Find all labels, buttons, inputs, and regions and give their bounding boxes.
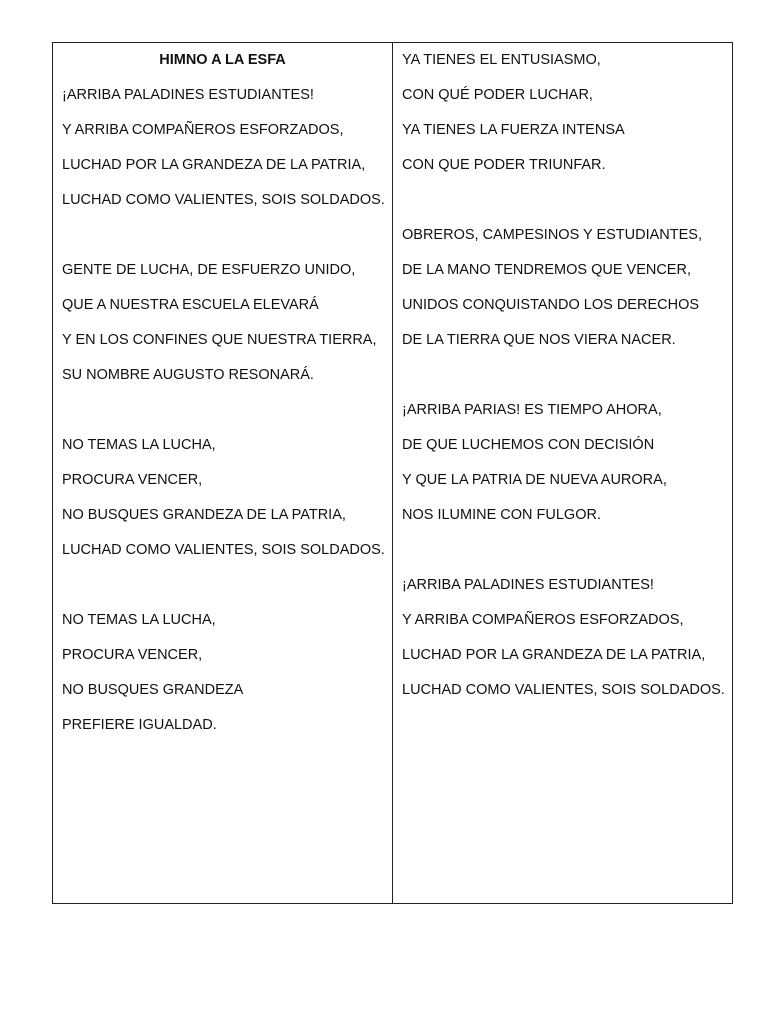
stanza-gap (402, 366, 732, 401)
verse-line: CON QUÉ PODER LUCHAR, (402, 87, 593, 103)
verse-line: GENTE DE LUCHA, DE ESFUERZO UNIDO, (62, 262, 356, 278)
verse-line: DE LA TIERRA QUE NOS VIERA NACER. (402, 332, 676, 348)
verse-line: DE QUE LUCHEMOS CON DECISIÓN (402, 437, 655, 453)
verse-line: LUCHAD COMO VALIENTES, SOIS SOLDADOS. (402, 682, 725, 698)
verse-line: SU NOMBRE AUGUSTO RESONARÁ. (62, 367, 314, 383)
verse-line: LUCHAD COMO VALIENTES, SOIS SOLDADOS. (62, 192, 385, 208)
verse-line: Y QUE LA PATRIA DE NUEVA AURORA, (402, 472, 667, 488)
verse-line: NO BUSQUES GRANDEZA DE LA PATRIA, (62, 507, 346, 523)
hymn-title: HIMNO A LA ESFA (159, 52, 286, 68)
verse-line: NOS ILUMINE CON FULGOR. (402, 507, 601, 523)
verse-line: NO TEMAS LA LUCHA, (62, 437, 216, 453)
verse-line: NO BUSQUES GRANDEZA (62, 682, 244, 698)
verse-line: ¡ARRIBA PARIAS! ES TIEMPO AHORA, (402, 402, 662, 418)
stanza-gap (62, 226, 392, 261)
verse-line: LUCHAD POR LA GRANDEZA DE LA PATRIA, (62, 157, 366, 173)
stanza-gap (62, 401, 392, 436)
verse-line: PROCURA VENCER, (62, 472, 203, 488)
hymn-table (52, 42, 733, 904)
verse-line: YA TIENES EL ENTUSIASMO, (402, 52, 601, 68)
stanza-gap (62, 576, 392, 611)
verse-line: DE LA MANO TENDREMOS QUE VENCER, (402, 262, 691, 278)
verse-line: ¡ARRIBA PALADINES ESTUDIANTES! (402, 577, 654, 593)
verse-line: OBREROS, CAMPESINOS Y ESTUDIANTES, (402, 227, 703, 243)
verse-line: NO TEMAS LA LUCHA, (62, 612, 216, 628)
left-column (53, 43, 393, 903)
verse-line: LUCHAD COMO VALIENTES, SOIS SOLDADOS. (62, 542, 385, 558)
verse-line: UNIDOS CONQUISTANDO LOS DERECHOS (402, 297, 700, 313)
stanza-gap (402, 541, 732, 576)
verse-line: Y EN LOS CONFINES QUE NUESTRA TIERRA, (62, 332, 377, 348)
verse-line: PROCURA VENCER, (62, 647, 203, 663)
verse-line: CON QUE PODER TRIUNFAR. (402, 157, 606, 173)
verse-line: LUCHAD POR LA GRANDEZA DE LA PATRIA, (402, 647, 706, 663)
right-column (393, 43, 732, 903)
verse-line: YA TIENES LA FUERZA INTENSA (402, 122, 625, 138)
stanza-gap (402, 191, 732, 226)
verse-line: ¡ARRIBA PALADINES ESTUDIANTES! (62, 87, 314, 103)
verse-line: Y ARRIBA COMPAÑEROS ESFORZADOS, (402, 612, 684, 628)
verse-line: QUE A NUESTRA ESCUELA ELEVARÁ (62, 297, 319, 313)
verse-line: Y ARRIBA COMPAÑEROS ESFORZADOS, (62, 122, 344, 138)
verse-line: PREFIERE IGUALDAD. (62, 717, 217, 733)
